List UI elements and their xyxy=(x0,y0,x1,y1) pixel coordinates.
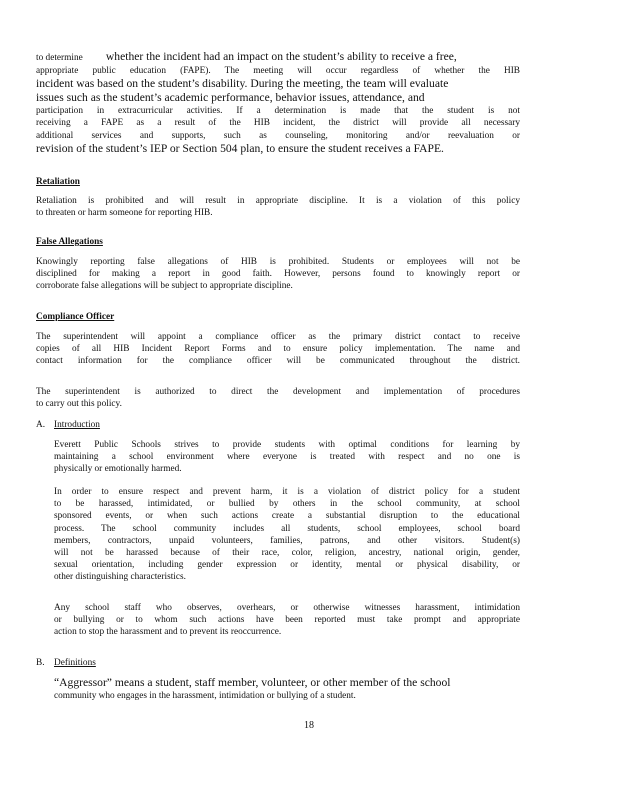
retaliation-line-1: Retaliation is prohibited and will result in appropriate discipline. It is a violation of this policy xyxy=(36,196,520,206)
compliance-officer-heading: Compliance Officer xyxy=(36,312,115,322)
compliance-p1-line-2: copies of all HIB Incident Report Forms and to ensure policy implementation. The name and xyxy=(36,344,520,355)
definitions-paragraph xyxy=(54,676,520,703)
intro-p3-line-1: Any school staff who observes, overhears, or otherwise witnesses harassment, intimidation xyxy=(54,603,520,613)
intro-p2-line-7: sexual orientation, including gender expression or identity, mental or physical disability, or xyxy=(54,560,520,571)
fape-line-6: receiving a FAPE as a result of the HIB incident, the district will provide all necessary xyxy=(36,118,520,129)
intro-p1-line-1: Everett Public Schools strives to provide students with optimal conditions for learning by xyxy=(54,440,520,450)
intro-p2-line-5: members, contractors, unpaid volunteers, families, patrons, and other visitors. Student(s) xyxy=(54,535,520,546)
intro-p1-line-3: physically or emotionally harmed. xyxy=(54,464,182,475)
intro-p2-line-8: other distinguishing characteristics. xyxy=(54,572,186,583)
fape-paragraph xyxy=(36,50,520,156)
false-allegations-paragraph xyxy=(36,256,520,293)
introduction-paragraph-3 xyxy=(54,602,520,639)
intro-p2-line-1: In order to ensure respect and prevent harm, it is a violation of district policy for a student xyxy=(54,487,520,497)
intro-p2-line-3: sponsored events, or when such actions create a substantial disruption to the educational xyxy=(54,511,520,522)
section-b-letter: B. xyxy=(36,658,45,668)
section-a-title: Introduction xyxy=(54,420,100,430)
fape-line-2: appropriate public education (FAPE). The meeting will occur regardless of whether the HIB xyxy=(36,66,520,76)
compliance-p1-line-3: contact information for the compliance officer will be communicated throughout the district. xyxy=(36,356,520,367)
false-allegations-line-3: corroborate false allegations will be subject to appropriate discipline. xyxy=(36,281,293,292)
intro-p2-line-4: process. The school community includes all students, school employees, school board xyxy=(54,523,520,534)
compliance-p1-line-1: The superintendent will appoint a compliance officer as the primary district contact to receive xyxy=(36,332,520,342)
section-b-title: Definitions xyxy=(54,658,96,668)
introduction-paragraph-2 xyxy=(54,486,520,584)
fape-line-5: participation in extracurricular activities. If a determination is made that the student is not xyxy=(36,106,520,117)
intro-p2-line-2: to be harassed, intimidated, or bullied by others in the school community, at school xyxy=(54,499,520,510)
compliance-paragraph-1 xyxy=(36,331,520,368)
section-a-letter: A. xyxy=(36,420,46,430)
fape-line-3: incident was based on the student’s disability. During the meeting, the team will evaluate xyxy=(36,77,449,91)
retaliation-paragraph xyxy=(36,195,520,219)
definitions-line-1: “Aggressor” means a student, staff member, volunteer, or other member of the school xyxy=(54,676,451,689)
page-number: 18 xyxy=(304,720,314,731)
false-allegations-line-2: disciplined for making a report in good faith. However, persons found to knowingly report or xyxy=(36,269,520,280)
intro-p3-line-3: action to stop the harassment and to prevent its reoccurrence. xyxy=(54,627,282,638)
fape-line-1b: whether the incident had an impact on the student’s ability to receive a free, xyxy=(105,50,457,63)
fape-line-1a: to determine xyxy=(36,53,83,63)
intro-p1-line-2: maintaining a school environment where everyone is treated with respect and no one is xyxy=(54,452,520,463)
definitions-line-2: community who engages in the harassment, intimidation or bullying of a student. xyxy=(54,691,356,701)
false-allegations-line-1: Knowingly reporting false allegations of HIB is prohibited. Students or employees will not be xyxy=(36,257,520,267)
fape-line-4: issues such as the student’s academic performance, behavior issues, attendance, and xyxy=(36,91,425,105)
compliance-p2-line-1: The superintendent is authorized to direct the development and implementation of procedures xyxy=(36,387,520,397)
introduction-paragraph-1 xyxy=(54,439,520,476)
compliance-paragraph-2 xyxy=(36,386,520,410)
compliance-p2-line-2: to carry out this policy. xyxy=(36,399,122,410)
retaliation-line-2: to threaten or harm someone for reporting HIB. xyxy=(36,208,213,219)
retaliation-heading: Retaliation xyxy=(36,177,80,187)
false-allegations-heading: False Allegations xyxy=(36,237,103,247)
fape-line-7: additional services and supports, such as counseling, monitoring and/or reevaluation or xyxy=(36,130,520,141)
intro-p2-line-6: will not be harassed because of their race, color, religion, ancestry, national origin, gender, xyxy=(54,548,520,559)
fape-line-8: revision of the student’s IEP or Section 504 plan, to ensure the student receives a FAPE. xyxy=(36,141,444,155)
intro-p3-line-2: or bullying or to whom such actions have been reported must take prompt and appropriate xyxy=(54,615,520,626)
